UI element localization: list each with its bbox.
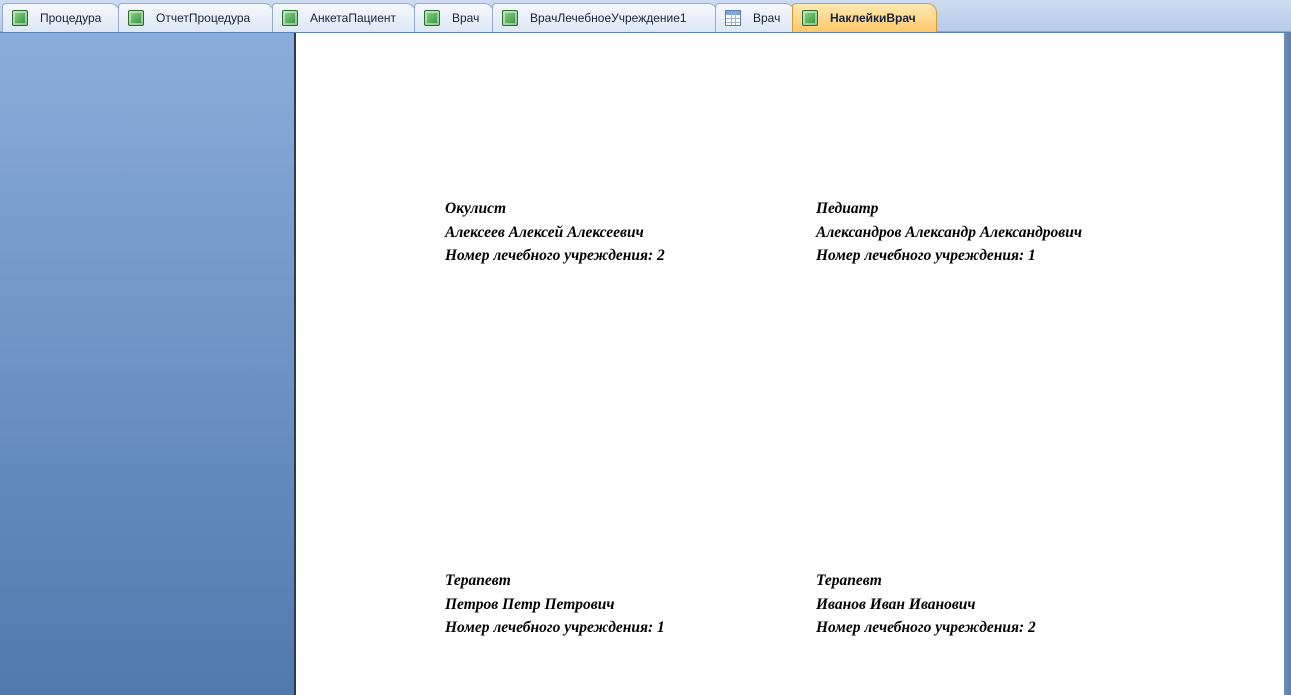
tab-label: ВрачЛечебноеУчреждение1 [530,11,687,25]
tab-label: Врач [452,11,480,25]
navigation-pane-background [0,33,294,695]
doctor-specialty: Терапевт [445,572,511,589]
table-icon [725,10,741,26]
doctor-name: Иванов Иван Иванович [816,595,976,613]
tab-vrach-report[interactable] [414,3,494,32]
institution-number: Номер лечебного учреждения: 2 [445,247,665,264]
doctor-label [445,197,665,268]
report-page [296,33,1284,695]
tab-label: Врач [753,11,781,25]
doctor-label [816,569,1036,640]
report-icon [424,10,440,26]
institution-number: Номер лечебного учреждения: 1 [445,619,665,636]
tab-label: Процедура [40,11,102,25]
tab-nakleiki-vrach[interactable] [792,3,937,32]
doctor-name: Петров Петр Петрович [445,595,615,613]
tab-label: АнкетаПациент [310,11,396,25]
doctor-specialty: Педиатр [816,200,879,217]
doctor-name: Алексеев Алексей Алексеевич [445,223,644,241]
tab-label: ОтчетПроцедура [156,11,251,25]
tab-vrach-table[interactable] [715,3,795,32]
doctor-specialty: Терапевт [816,572,882,589]
workspace-right-edge [1284,33,1291,695]
doctor-name: Александров Александр Александрович [816,223,1082,241]
doctor-label [445,569,665,640]
tab-procedura[interactable] [2,3,120,32]
tab-otchet-procedura[interactable] [118,3,274,32]
report-icon [502,10,518,26]
document-tab-bar [0,0,1291,32]
report-icon [12,10,28,26]
report-icon [802,10,818,26]
tab-label: НаклейкиВрач [830,11,916,25]
tab-anketa-pacient[interactable] [272,3,416,32]
report-icon [282,10,298,26]
tab-vrach-lechebnoe-uchrezhdenie[interactable] [492,3,718,32]
institution-number: Номер лечебного учреждения: 2 [816,619,1036,636]
doctor-label [816,197,1082,268]
institution-number: Номер лечебного учреждения: 1 [816,247,1036,264]
doctor-specialty: Окулист [445,200,507,217]
report-icon [128,10,144,26]
